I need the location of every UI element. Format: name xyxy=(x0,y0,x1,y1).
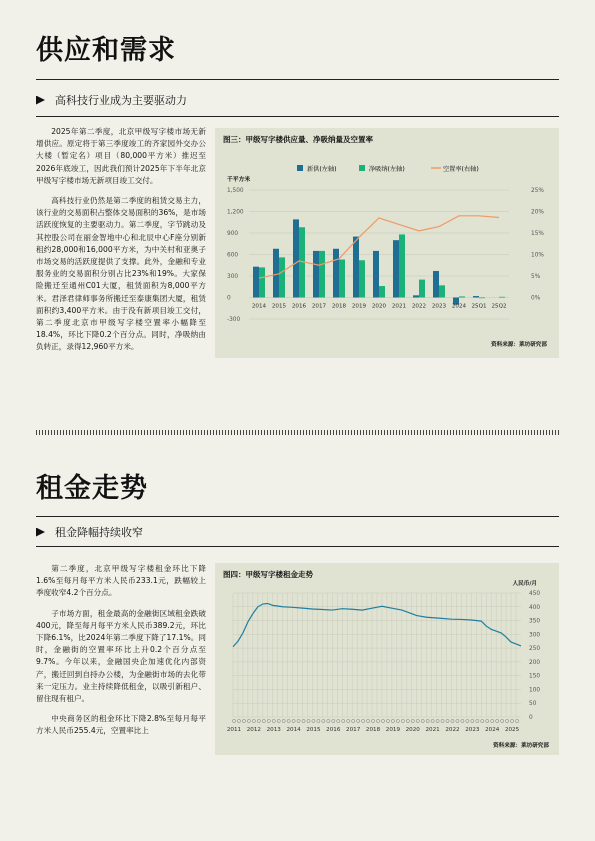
quarter-marker xyxy=(446,719,449,722)
x-tick-label: 2017 xyxy=(311,303,327,310)
triangle-bullet-icon xyxy=(36,528,45,537)
x-tick-label: 2012 xyxy=(246,727,261,733)
quarter-marker xyxy=(381,719,384,722)
y-tick-label: 400 xyxy=(529,604,541,611)
section1-paragraph-1: 2025年第二季度，北京甲级写字楼市场无新增供应。原定将于第三季度竣工的齐家园外交办公大楼（暂定名）项目（80,000平方米）推迟至2026年底竣工，因此我们预计2025年下半年北京甲级写字楼市场无新项目竣工交付。 xyxy=(36,127,206,185)
x-tick-label: 2019 xyxy=(351,303,367,310)
quarter-marker xyxy=(292,719,295,722)
y-tick-label: 300 xyxy=(227,274,239,280)
x-tick-label: 2015 xyxy=(271,303,287,310)
quarter-marker xyxy=(327,719,330,722)
x-tick-label: 2018 xyxy=(331,303,347,310)
quarter-marker xyxy=(436,719,439,722)
x-tick-label: 2024 xyxy=(451,303,467,310)
figure4-panel xyxy=(215,563,559,755)
x-tick-label: 2023 xyxy=(431,303,447,310)
quarter-marker xyxy=(282,719,285,722)
x-tick-label: 2023 xyxy=(465,727,480,733)
supply-bar xyxy=(393,240,399,297)
quarter-marker xyxy=(491,719,494,722)
quarter-marker xyxy=(287,719,290,722)
absorption-bar xyxy=(359,260,365,297)
quarter-marker xyxy=(366,719,369,722)
supply-bar xyxy=(433,271,439,298)
quarter-marker xyxy=(267,719,270,722)
quarter-marker xyxy=(486,719,489,722)
y-tick-label: 150 xyxy=(529,673,541,680)
quarter-marker xyxy=(272,719,275,722)
quarter-marker xyxy=(406,719,409,722)
absorption-bar xyxy=(439,285,445,297)
y-tick-label: 600 xyxy=(227,252,239,259)
quarter-marker xyxy=(416,719,419,722)
x-tick-label: 2014 xyxy=(286,727,301,733)
legend-label: 空置率(右轴) xyxy=(443,166,479,173)
section2-paragraph-1: 第二季度，北京甲级写字楼租金环比下降1.6%至每月每平方米人民币233.1元，跌幅较上季度收窄4.2个百分点。 xyxy=(36,564,206,598)
x-tick-label: 2025 xyxy=(504,727,520,733)
section1-rule xyxy=(36,79,559,80)
section2-paragraph-2: 子市场方面，租金最高的金融街区域租金跌破400元，降至每月每平方米人民币389.2元，环比下降6.1%，比2024年第二季度下降了17.1%。同时，金融街的空置率环比上升0.2个百分点至9.7%。今年以来，金融国央企加速优化内部资产，搬迁回到自持办公楼，为金融街市场的去化带来一定压力。业主持续降低租金，以吸引新租户、留住现有租户。 xyxy=(36,608,206,704)
absorption-bar xyxy=(499,297,505,298)
absorption-bar xyxy=(279,257,285,297)
absorption-bar xyxy=(479,298,485,299)
y-tick-label: 900 xyxy=(227,231,239,237)
x-tick-label: 2018 xyxy=(365,727,381,733)
y-tick-label: 100 xyxy=(529,687,541,694)
y2-tick-label: 5% xyxy=(531,274,541,280)
section1-paragraph-2: 高科技行业仍然是第二季度的租赁交易主力，该行业的交易面积占整体交易面积的36%，是市场活跃度恢复的主要驱动力。第二季度，字节跳动及其控股公司在丽金智地中心和北辰中心F座分别新租约28,000和16,000平方米，为中关村和亚奥子市场交易的活跃度提供了支撑。此外，金融和专业服务业的交易面积分别占比23%和19%。大家保险搬迁至通州C01大厦，租赁面积为8,000平方米。君泽君律师事务所搬迁至泰康集团大厦，租赁面积约3,400平方米。由于没有新项目竣工交付，第二季度北京市甲级写字楼空置率小幅降至18.4%，环比下降0.2个百分点。同时，净吸纳由负转正，录得12,960平方米。 xyxy=(36,196,206,352)
quarter-marker xyxy=(317,719,320,722)
figure4-title: 图四：甲级写字楼租金走势 xyxy=(223,570,313,579)
absorption-bar xyxy=(419,280,425,298)
supply-bar xyxy=(373,251,379,298)
quarter-marker xyxy=(411,719,414,722)
quarter-marker xyxy=(257,719,260,722)
quarter-marker xyxy=(242,719,245,722)
triangle-bullet-icon xyxy=(36,96,45,105)
quarter-marker xyxy=(237,719,240,722)
quarter-marker xyxy=(391,719,394,722)
x-tick-label: 2014 xyxy=(251,303,267,310)
x-tick-label: 2022 xyxy=(445,727,460,733)
quarter-marker xyxy=(466,719,469,722)
section2-body xyxy=(36,563,206,746)
section1-title: 供应和需求 xyxy=(36,35,176,66)
y-tick-label: 300 xyxy=(529,632,541,639)
figure3-title: 图三：甲级写字楼供应量、净吸纳量及空置率 xyxy=(223,135,373,144)
quarter-marker xyxy=(376,719,379,722)
section2-subrule xyxy=(36,546,559,547)
quarter-marker xyxy=(496,719,499,722)
x-tick-label: 2016 xyxy=(326,727,341,733)
supply-bar xyxy=(273,249,279,298)
section2-title: 租金走势 xyxy=(36,473,148,504)
x-tick-label: 2021 xyxy=(425,727,440,733)
section1-subtitle: 高科技行业成为主要驱动力 xyxy=(55,94,187,107)
x-tick-label: 2019 xyxy=(385,727,401,733)
x-tick-label: 2013 xyxy=(266,727,281,733)
quarter-marker xyxy=(342,719,345,722)
y-tick-label: 250 xyxy=(529,646,541,653)
x-tick-label: 2020 xyxy=(405,727,420,733)
section2-subtitle: 租金降幅持续收窄 xyxy=(55,526,143,539)
quarter-marker xyxy=(426,719,429,722)
supply-bar xyxy=(253,267,259,298)
legend-swatch-0 xyxy=(297,165,303,171)
quarter-marker xyxy=(476,719,479,722)
quarter-marker xyxy=(386,719,389,722)
quarter-marker xyxy=(362,719,365,722)
supply-bar xyxy=(313,251,319,298)
x-tick-label: 2015 xyxy=(306,727,321,733)
quarter-marker xyxy=(307,719,310,722)
figure3-panel xyxy=(215,128,559,358)
figure4-source: 资料来源：莱坊研究部 xyxy=(493,743,549,749)
section2-subheading xyxy=(36,524,143,540)
y-tick-label: 0 xyxy=(529,715,533,721)
quarter-marker xyxy=(506,719,509,722)
supply-bar xyxy=(413,295,419,297)
quarter-marker xyxy=(501,719,504,722)
absorption-bar xyxy=(399,234,405,297)
quarter-marker xyxy=(396,719,399,722)
quarter-marker xyxy=(252,719,255,722)
quarter-marker xyxy=(431,719,434,722)
section1-subrule xyxy=(36,116,559,117)
quarter-marker xyxy=(481,719,484,722)
quarter-marker xyxy=(262,719,265,722)
figure3-source: 资料来源：莱坊研究部 xyxy=(491,342,547,348)
absorption-bar xyxy=(379,286,385,297)
quarter-marker xyxy=(451,719,454,722)
figure4-chart xyxy=(215,587,559,747)
x-tick-label: 2024 xyxy=(485,727,500,733)
y2-tick-label: 0% xyxy=(531,295,541,302)
quarter-marker xyxy=(401,719,404,722)
section1-body xyxy=(36,126,206,362)
y2-tick-label: 10% xyxy=(531,252,544,259)
quarter-marker xyxy=(510,719,513,722)
quarter-marker xyxy=(352,719,355,722)
quarter-marker xyxy=(322,719,325,722)
x-tick-label: 2020 xyxy=(371,303,387,310)
section1-subheading xyxy=(36,92,187,108)
supply-bar xyxy=(333,249,339,298)
quarter-marker xyxy=(337,719,340,722)
quarter-marker xyxy=(456,719,459,722)
y-tick-label: 50 xyxy=(529,701,537,708)
absorption-bar xyxy=(459,296,465,297)
section-divider xyxy=(36,430,559,435)
y-tick-label: 200 xyxy=(529,659,541,666)
x-tick-label: 2016 xyxy=(291,303,307,310)
quarter-marker xyxy=(297,719,300,722)
x-tick-label: 25Q2 xyxy=(491,303,507,310)
x-tick-label: 2011 xyxy=(226,727,242,733)
quarter-marker xyxy=(332,719,335,722)
quarter-marker xyxy=(515,719,518,722)
y2-tick-label: 20% xyxy=(531,209,544,216)
quarter-marker xyxy=(357,719,360,722)
y-tick-label: 1,500 xyxy=(227,188,244,194)
absorption-bar xyxy=(339,260,345,298)
y2-tick-label: 25% xyxy=(531,188,544,194)
absorption-bar xyxy=(319,251,325,298)
y-tick-label: -300 xyxy=(227,317,241,323)
figure3-chart xyxy=(215,148,559,363)
quarter-marker xyxy=(461,719,464,722)
absorption-bar xyxy=(259,267,265,297)
y-tick-label: 350 xyxy=(529,618,541,625)
quarter-marker xyxy=(471,719,474,722)
section2-paragraph-3: 中央商务区的租金环比下降2.8%至每月每平方米人民币255.4元，空置率比上 xyxy=(36,714,206,736)
quarter-marker xyxy=(312,719,315,722)
legend-label: 净吸纳(左轴) xyxy=(369,166,405,173)
y-tick-label: 450 xyxy=(529,591,541,597)
quarter-marker xyxy=(247,719,250,722)
legend-label: 新供(左轴) xyxy=(307,166,337,173)
quarter-marker xyxy=(371,719,374,722)
quarter-marker xyxy=(347,719,350,722)
x-tick-label: 2022 xyxy=(411,303,427,310)
y-tick-label: 0 xyxy=(227,295,231,302)
figure4-unit: 人民币/月 xyxy=(512,581,537,587)
x-tick-label: 25Q1 xyxy=(471,303,487,310)
quarter-marker xyxy=(277,719,280,722)
supply-bar xyxy=(353,237,359,298)
quarter-marker xyxy=(441,719,444,722)
legend-swatch-1 xyxy=(359,165,365,171)
supply-bar xyxy=(293,219,299,297)
x-tick-label: 2021 xyxy=(391,303,407,310)
section2-rule xyxy=(36,516,559,517)
quarter-marker xyxy=(302,719,305,722)
y2-tick-label: 15% xyxy=(531,231,544,237)
quarter-marker xyxy=(232,719,235,722)
supply-bar xyxy=(473,296,479,297)
y-axis-unit: 千平方米 xyxy=(227,177,251,183)
x-tick-label: 2017 xyxy=(346,727,361,733)
y-tick-label: 1,200 xyxy=(227,209,244,216)
quarter-marker xyxy=(421,719,424,722)
